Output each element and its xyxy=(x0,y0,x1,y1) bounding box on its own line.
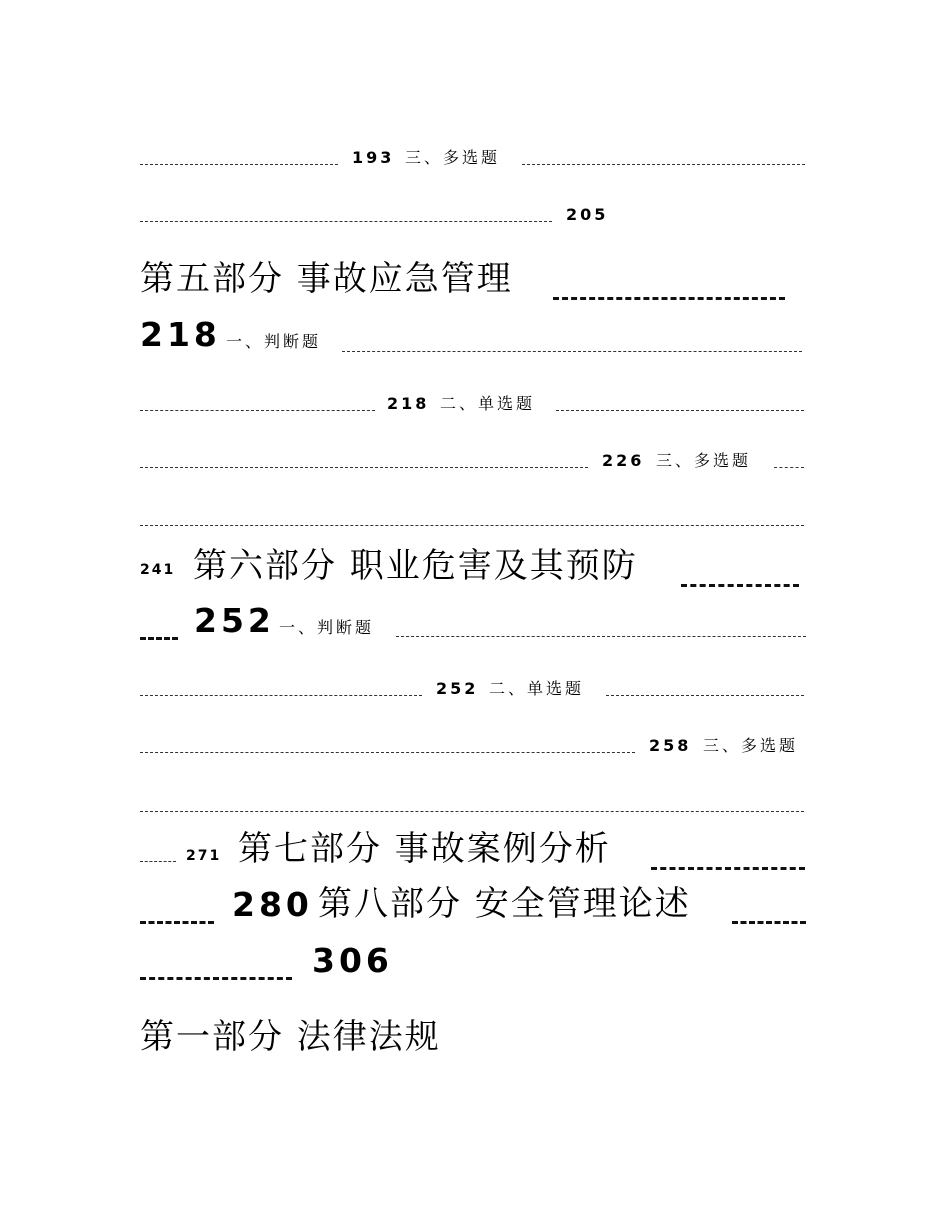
toc-page-number: 205 xyxy=(566,205,609,224)
leader-dots xyxy=(651,867,805,870)
toc-entry-label: 三、多选题 xyxy=(703,736,799,755)
leader-dots xyxy=(556,410,804,411)
leader-dots xyxy=(522,164,805,165)
leader-dots xyxy=(140,221,552,222)
leader-dots xyxy=(140,921,214,924)
toc-page-number: 241 xyxy=(140,562,176,578)
toc-page-number: 252 xyxy=(436,679,479,698)
toc-page-number: 218 xyxy=(387,394,430,413)
toc-entry-label: 一、判断题 xyxy=(279,618,375,637)
leader-dots xyxy=(140,410,375,411)
leader-dots xyxy=(732,921,806,924)
leader-dots xyxy=(140,164,338,165)
toc-entry-label: 二、单选题 xyxy=(489,679,585,698)
leader-dots xyxy=(140,695,422,696)
toc-entry-label: 二、单选题 xyxy=(440,394,536,413)
toc-page-number: 306 xyxy=(312,941,393,980)
toc-part-title: 第八部分 安全管理论述 xyxy=(318,884,691,924)
toc-part-title: 第七部分 事故案例分析 xyxy=(238,829,611,869)
leader-dots xyxy=(140,752,635,753)
section-heading: 第一部分 法律法规 xyxy=(140,1017,441,1057)
leader-dots xyxy=(140,525,804,526)
leader-dots xyxy=(396,636,806,637)
leader-dots xyxy=(681,584,799,587)
leader-dots xyxy=(342,351,802,352)
leader-dots xyxy=(140,977,292,980)
toc-page-number: 218 xyxy=(140,315,221,354)
toc-page-number: 280 xyxy=(232,885,313,924)
leader-dots xyxy=(774,467,804,468)
leader-dots xyxy=(140,637,178,640)
toc-page-number: 193 xyxy=(352,148,395,167)
toc-entry-label: 三、多选题 xyxy=(405,148,501,167)
toc-entry-label: 一、判断题 xyxy=(226,332,322,351)
toc-entry-label: 三、多选题 xyxy=(656,451,752,470)
leader-dots xyxy=(140,861,176,862)
leader-dots xyxy=(140,467,588,468)
toc-part-title: 第五部分 事故应急管理 xyxy=(140,259,513,299)
toc-page-number: 226 xyxy=(602,451,645,470)
leader-dots xyxy=(553,297,785,300)
toc-page-number: 252 xyxy=(194,601,275,640)
leader-dots xyxy=(606,695,804,696)
toc-page-number: 258 xyxy=(649,736,692,755)
toc-page-number: 271 xyxy=(186,848,222,864)
toc-part-title: 第六部分 职业危害及其预防 xyxy=(193,546,638,586)
leader-dots xyxy=(140,811,804,812)
